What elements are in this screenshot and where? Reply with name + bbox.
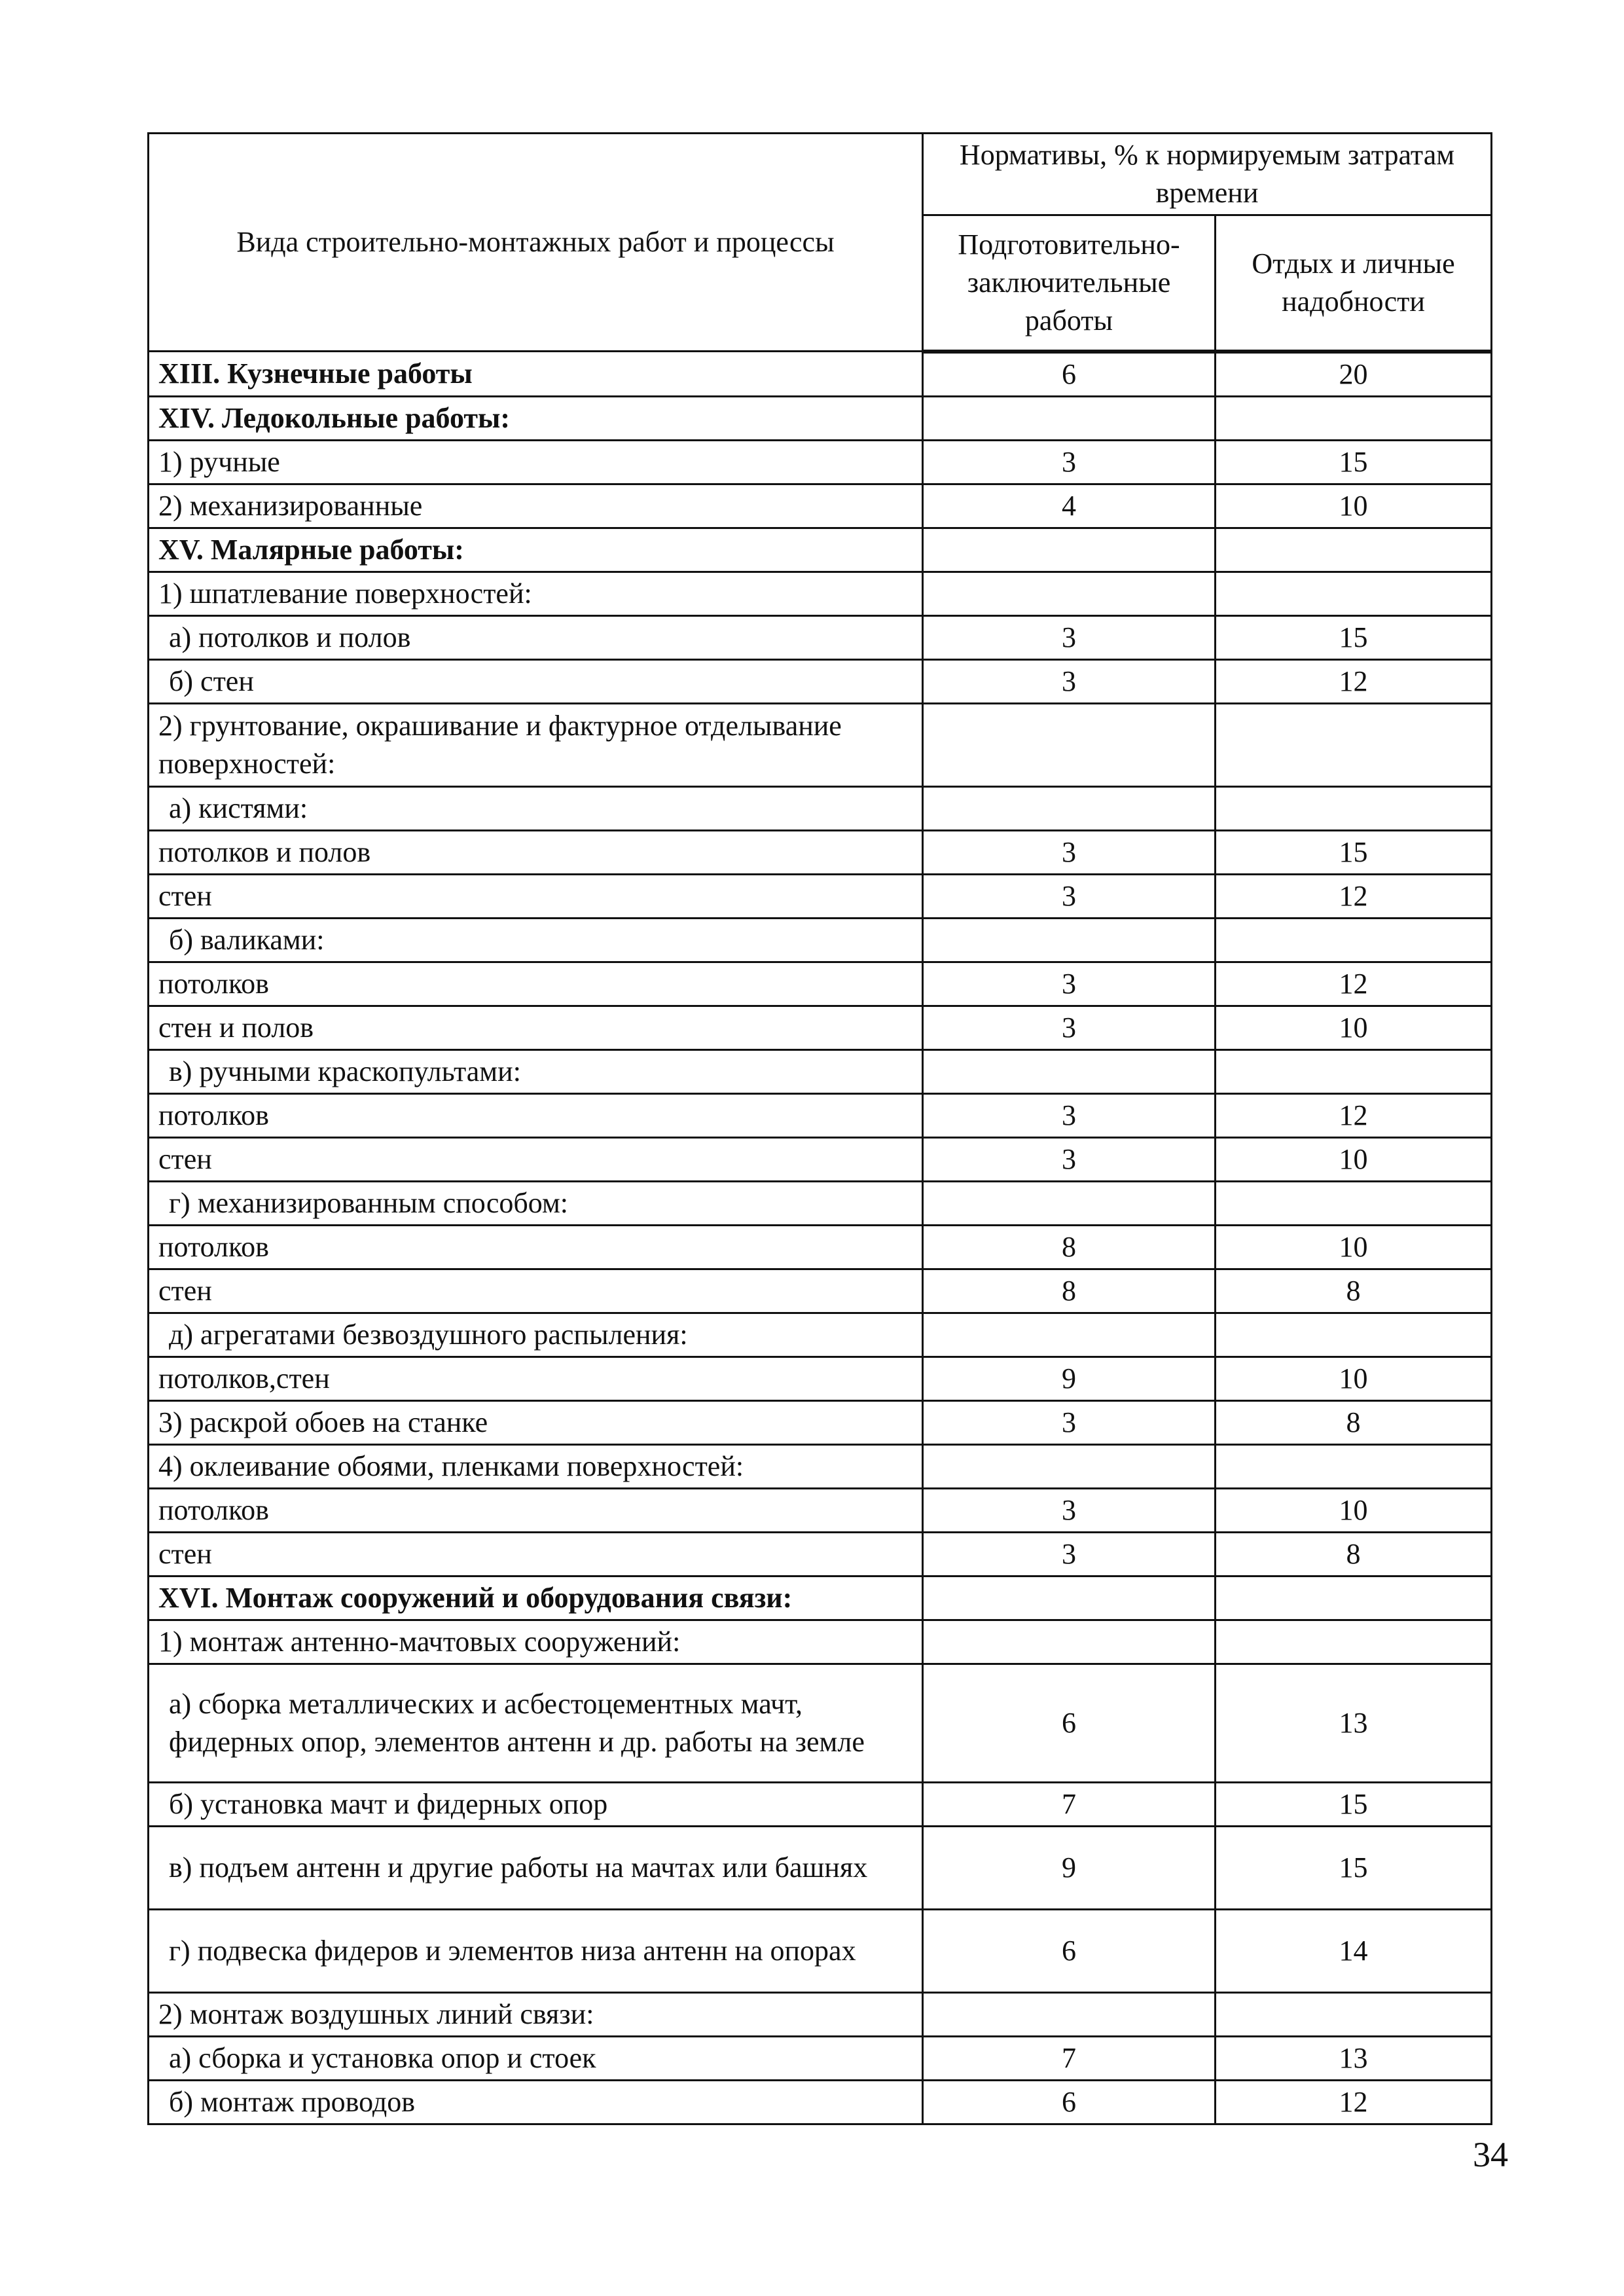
table-row — [149, 1181, 1492, 1225]
norms-table — [147, 132, 1492, 2125]
row-rest-value — [1216, 1992, 1492, 2036]
row-rest-value: 15 — [1216, 440, 1492, 484]
row-label: XVI. Монтаж сооружений и оборудования связи: — [149, 1576, 923, 1620]
row-rest-value — [1216, 396, 1492, 440]
row-rest-value: 12 — [1216, 659, 1492, 703]
table-row — [149, 830, 1492, 874]
row-prep-value — [923, 1313, 1216, 1357]
table-row — [149, 703, 1492, 786]
row-prep-value: 6 — [923, 1664, 1216, 1782]
row-label: XV. Малярные работы: — [149, 528, 923, 572]
row-label: стен и полов — [149, 1006, 923, 1049]
row-prep-value — [923, 572, 1216, 615]
row-rest-value: 15 — [1216, 1782, 1492, 1826]
row-prep-value — [923, 786, 1216, 830]
row-rest-value: 8 — [1216, 1400, 1492, 1444]
row-label: стен — [149, 1137, 923, 1181]
row-prep-value: 9 — [923, 1826, 1216, 1909]
table-row — [149, 572, 1492, 615]
row-rest-value: 10 — [1216, 1357, 1492, 1400]
table-row — [149, 918, 1492, 962]
row-prep-value — [923, 703, 1216, 786]
table-row — [149, 528, 1492, 572]
table-row — [149, 2036, 1492, 2080]
row-prep-value — [923, 396, 1216, 440]
row-label: 3) раскрой обоев на станке — [149, 1400, 923, 1444]
row-label: 4) оклеивание обоями, пленками поверхностей: — [149, 1444, 923, 1488]
row-prep-value: 3 — [923, 1137, 1216, 1181]
table-row — [149, 2080, 1492, 2124]
row-label: XIII. Кузнечные работы — [149, 352, 923, 397]
page-number: 34 — [1473, 2135, 1508, 2174]
row-prep-value: 3 — [923, 1532, 1216, 1576]
row-label: а) потолков и полов — [149, 615, 923, 659]
table-row — [149, 1488, 1492, 1532]
row-prep-value: 7 — [923, 1782, 1216, 1826]
row-label: стен — [149, 1269, 923, 1313]
table-row — [149, 1620, 1492, 1664]
row-prep-value — [923, 1620, 1216, 1664]
row-rest-value: 15 — [1216, 615, 1492, 659]
table-row — [149, 1782, 1492, 1826]
table-row — [149, 1137, 1492, 1181]
row-rest-value: 10 — [1216, 1225, 1492, 1269]
header-norms-group: Нормативы, % к нормируемым затратам времени — [923, 134, 1492, 215]
row-prep-value: 4 — [923, 484, 1216, 528]
row-rest-value — [1216, 1576, 1492, 1620]
row-prep-value — [923, 1444, 1216, 1488]
row-label: 1) ручные — [149, 440, 923, 484]
row-label: б) монтаж проводов — [149, 2080, 923, 2124]
row-prep-value: 3 — [923, 1006, 1216, 1049]
row-prep-value: 3 — [923, 440, 1216, 484]
row-rest-value: 12 — [1216, 2080, 1492, 2124]
table-row — [149, 396, 1492, 440]
row-label: потолков — [149, 1093, 923, 1137]
header-rest-personal-needs: Отдых и личные надобности — [1216, 215, 1492, 352]
table-row — [149, 1269, 1492, 1313]
table-row — [149, 484, 1492, 528]
row-label: б) установка мачт и фидерных опор — [149, 1782, 923, 1826]
table-row — [149, 440, 1492, 484]
row-label: 2) монтаж воздушных линий связи: — [149, 1992, 923, 2036]
row-rest-value: 12 — [1216, 874, 1492, 918]
table-row — [149, 1826, 1492, 1909]
table-row — [149, 1400, 1492, 1444]
row-rest-value — [1216, 1313, 1492, 1357]
row-prep-value: 3 — [923, 1093, 1216, 1137]
table-row — [149, 1006, 1492, 1049]
row-label: потолков — [149, 1225, 923, 1269]
table-row — [149, 1992, 1492, 2036]
row-prep-value: 3 — [923, 615, 1216, 659]
row-rest-value: 14 — [1216, 1909, 1492, 1992]
row-prep-value — [923, 918, 1216, 962]
table-row — [149, 1093, 1492, 1137]
row-prep-value: 3 — [923, 874, 1216, 918]
row-rest-value: 10 — [1216, 1006, 1492, 1049]
row-rest-value — [1216, 528, 1492, 572]
norms-table-container — [147, 132, 1490, 2125]
row-rest-value — [1216, 703, 1492, 786]
row-prep-value: 9 — [923, 1357, 1216, 1400]
row-label: стен — [149, 1532, 923, 1576]
row-prep-value: 3 — [923, 1400, 1216, 1444]
row-prep-value: 8 — [923, 1225, 1216, 1269]
row-rest-value: 15 — [1216, 830, 1492, 874]
row-label: XIV. Ледокольные работы: — [149, 396, 923, 440]
row-rest-value: 10 — [1216, 1137, 1492, 1181]
row-rest-value: 13 — [1216, 2036, 1492, 2080]
row-rest-value — [1216, 1049, 1492, 1093]
table-row — [149, 1664, 1492, 1782]
row-label: а) сборка металлических и асбестоцементных мачт, фидерных опор, элементов антенн и др. работы на земле — [149, 1664, 923, 1782]
table-row — [149, 786, 1492, 830]
table-row — [149, 1313, 1492, 1357]
row-prep-value — [923, 528, 1216, 572]
row-prep-value — [923, 1992, 1216, 2036]
row-prep-value: 3 — [923, 830, 1216, 874]
row-label: потолков и полов — [149, 830, 923, 874]
table-row — [149, 659, 1492, 703]
header-work-types: Вида строительно-монтажных работ и процессы — [149, 134, 923, 352]
row-label: потолков — [149, 962, 923, 1006]
header-prep-final-work: Подготовительно-заключительные работы — [923, 215, 1216, 352]
row-prep-value: 6 — [923, 2080, 1216, 2124]
row-prep-value — [923, 1049, 1216, 1093]
row-label: б) валиками: — [149, 918, 923, 962]
row-label: потолков — [149, 1488, 923, 1532]
row-rest-value — [1216, 572, 1492, 615]
row-label: 2) механизированные — [149, 484, 923, 528]
row-rest-value: 12 — [1216, 962, 1492, 1006]
row-label: в) ручными краскопультами: — [149, 1049, 923, 1093]
row-rest-value: 15 — [1216, 1826, 1492, 1909]
row-prep-value — [923, 1181, 1216, 1225]
row-prep-value: 3 — [923, 659, 1216, 703]
row-label: г) подвеска фидеров и элементов низа антенн на опорах — [149, 1909, 923, 1992]
row-label: 2) грунтование, окрашивание и фактурное отделывание поверхностей: — [149, 703, 923, 786]
table-row — [149, 1576, 1492, 1620]
row-rest-value — [1216, 1620, 1492, 1664]
row-prep-value: 7 — [923, 2036, 1216, 2080]
row-label: в) подъем антенн и другие работы на мачтах или башнях — [149, 1826, 923, 1909]
table-row — [149, 874, 1492, 918]
table-row — [149, 352, 1492, 397]
row-prep-value: 6 — [923, 352, 1216, 397]
row-rest-value: 8 — [1216, 1532, 1492, 1576]
row-label: д) агрегатами безвоздушного распыления: — [149, 1313, 923, 1357]
table-row — [149, 1225, 1492, 1269]
table-row — [149, 1357, 1492, 1400]
row-label: г) механизированным способом: — [149, 1181, 923, 1225]
row-prep-value — [923, 1576, 1216, 1620]
row-prep-value: 6 — [923, 1909, 1216, 1992]
row-rest-value: 12 — [1216, 1093, 1492, 1137]
row-label: потолков,стен — [149, 1357, 923, 1400]
row-rest-value: 10 — [1216, 484, 1492, 528]
row-label: б) стен — [149, 659, 923, 703]
table-row — [149, 962, 1492, 1006]
table-row — [149, 1444, 1492, 1488]
table-row — [149, 1909, 1492, 1992]
row-rest-value — [1216, 1181, 1492, 1225]
row-prep-value: 8 — [923, 1269, 1216, 1313]
row-rest-value — [1216, 918, 1492, 962]
table-row — [149, 615, 1492, 659]
row-rest-value: 8 — [1216, 1269, 1492, 1313]
row-rest-value — [1216, 1444, 1492, 1488]
row-rest-value: 10 — [1216, 1488, 1492, 1532]
row-label: 1) монтаж антенно-мачтовых сооружений: — [149, 1620, 923, 1664]
row-rest-value: 20 — [1216, 352, 1492, 397]
row-prep-value: 3 — [923, 1488, 1216, 1532]
row-label: 1) шпатлевание поверхностей: — [149, 572, 923, 615]
row-rest-value — [1216, 786, 1492, 830]
table-row — [149, 1532, 1492, 1576]
row-label: а) сборка и установка опор и стоек — [149, 2036, 923, 2080]
row-label: стен — [149, 874, 923, 918]
table-row — [149, 1049, 1492, 1093]
row-label: а) кистями: — [149, 786, 923, 830]
row-prep-value: 3 — [923, 962, 1216, 1006]
row-rest-value: 13 — [1216, 1664, 1492, 1782]
